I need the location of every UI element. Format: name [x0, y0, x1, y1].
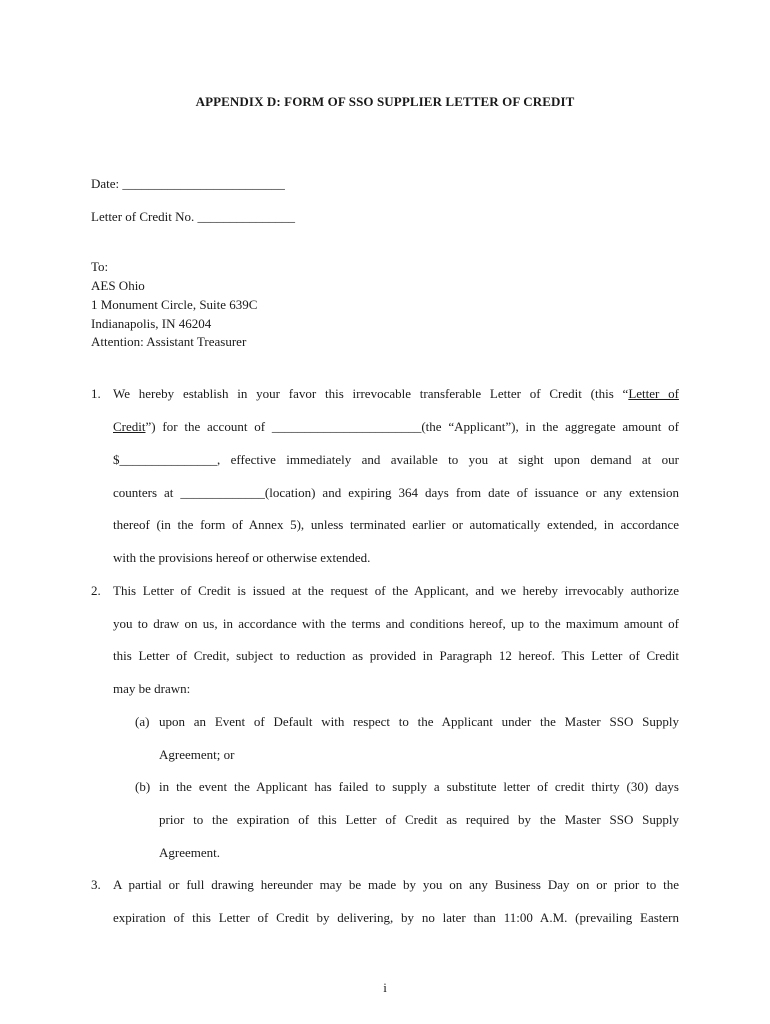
paragraph-2-line-2: you to draw on us, in accordance with the terms and conditions hereof, up to the maximum amount of: [113, 616, 679, 631]
paragraph-3-line-2: expiration of this Letter of Credit by delivering, by no later than 11:00 A.M. (prevailing Eastern: [113, 910, 679, 925]
clause-b-line-1: in the event the Applicant has failed to supply a substitute letter of credit thirty (30) days: [159, 779, 679, 794]
paragraph-3-number: 3.: [91, 877, 101, 892]
address-to: To:: [91, 259, 109, 274]
clause-b-line-3: Agreement.: [159, 845, 221, 860]
paragraph-1-text: ”) for the account of _______________________(the “Applicant”), in the aggregate amount of: [145, 419, 679, 434]
clause-a-label: (a): [135, 714, 150, 729]
paragraph-2-line-4: may be drawn:: [113, 681, 191, 696]
paragraph-1-line-2: [113, 419, 679, 435]
paragraph-2-line-1: This Letter of Credit is issued at the request of the Applicant, and we hereby irrevocably authorize: [113, 583, 679, 598]
defined-term-letter-of: Letter of: [628, 386, 679, 401]
paragraph-1-line-5: thereof (in the form of Annex 5), unless terminated earlier or automatically extended, in accordance: [113, 517, 679, 532]
paragraph-1-line-6: with the provisions hereof or otherwise extended.: [113, 550, 371, 565]
paragraph-2-line-3: this Letter of Credit, subject to reduction as provided in Paragraph 12 hereof. This Letter of Credit: [113, 648, 679, 663]
paragraph-3-line-1: A partial or full drawing hereunder may be made by you on any Business Day on or prior to the: [113, 877, 679, 892]
address-attention: Attention: Assistant Treasurer: [91, 334, 247, 349]
date-line: Date: _________________________: [91, 176, 285, 191]
letter-of-credit-number-line: Letter of Credit No. _______________: [91, 209, 295, 224]
page-number: i: [383, 980, 387, 995]
paragraph-2-number: 2.: [91, 583, 101, 598]
paragraph-1-number: 1.: [91, 386, 101, 401]
document-title: APPENDIX D: FORM OF SSO SUPPLIER LETTER OF CREDIT: [195, 94, 575, 109]
address-street: 1 Monument Circle, Suite 639C: [91, 297, 258, 312]
paragraph-1-line-1: [113, 386, 679, 402]
defined-term-credit: Credit: [113, 419, 146, 434]
paragraph-1-text: We hereby establish in your favor this irrevocable transferable Letter of Credit (this “: [113, 386, 629, 401]
address-city: Indianapolis, IN 46204: [91, 316, 212, 331]
address-company: AES Ohio: [91, 278, 145, 293]
paragraph-1-line-3: $_______________, effective immediately and available to you at sight upon demand at our: [113, 452, 679, 467]
clause-b-label: (b): [135, 779, 151, 794]
clause-b-line-2: prior to the expiration of this Letter of Credit as required by the Master SSO Supply: [159, 812, 679, 827]
clause-a-line-2: Agreement; or: [159, 747, 235, 762]
clause-a-line-1: upon an Event of Default with respect to the Applicant under the Master SSO Supply: [159, 714, 679, 729]
paragraph-1-line-4: counters at _____________(location) and expiring 364 days from date of issuance or any extension: [113, 485, 679, 500]
